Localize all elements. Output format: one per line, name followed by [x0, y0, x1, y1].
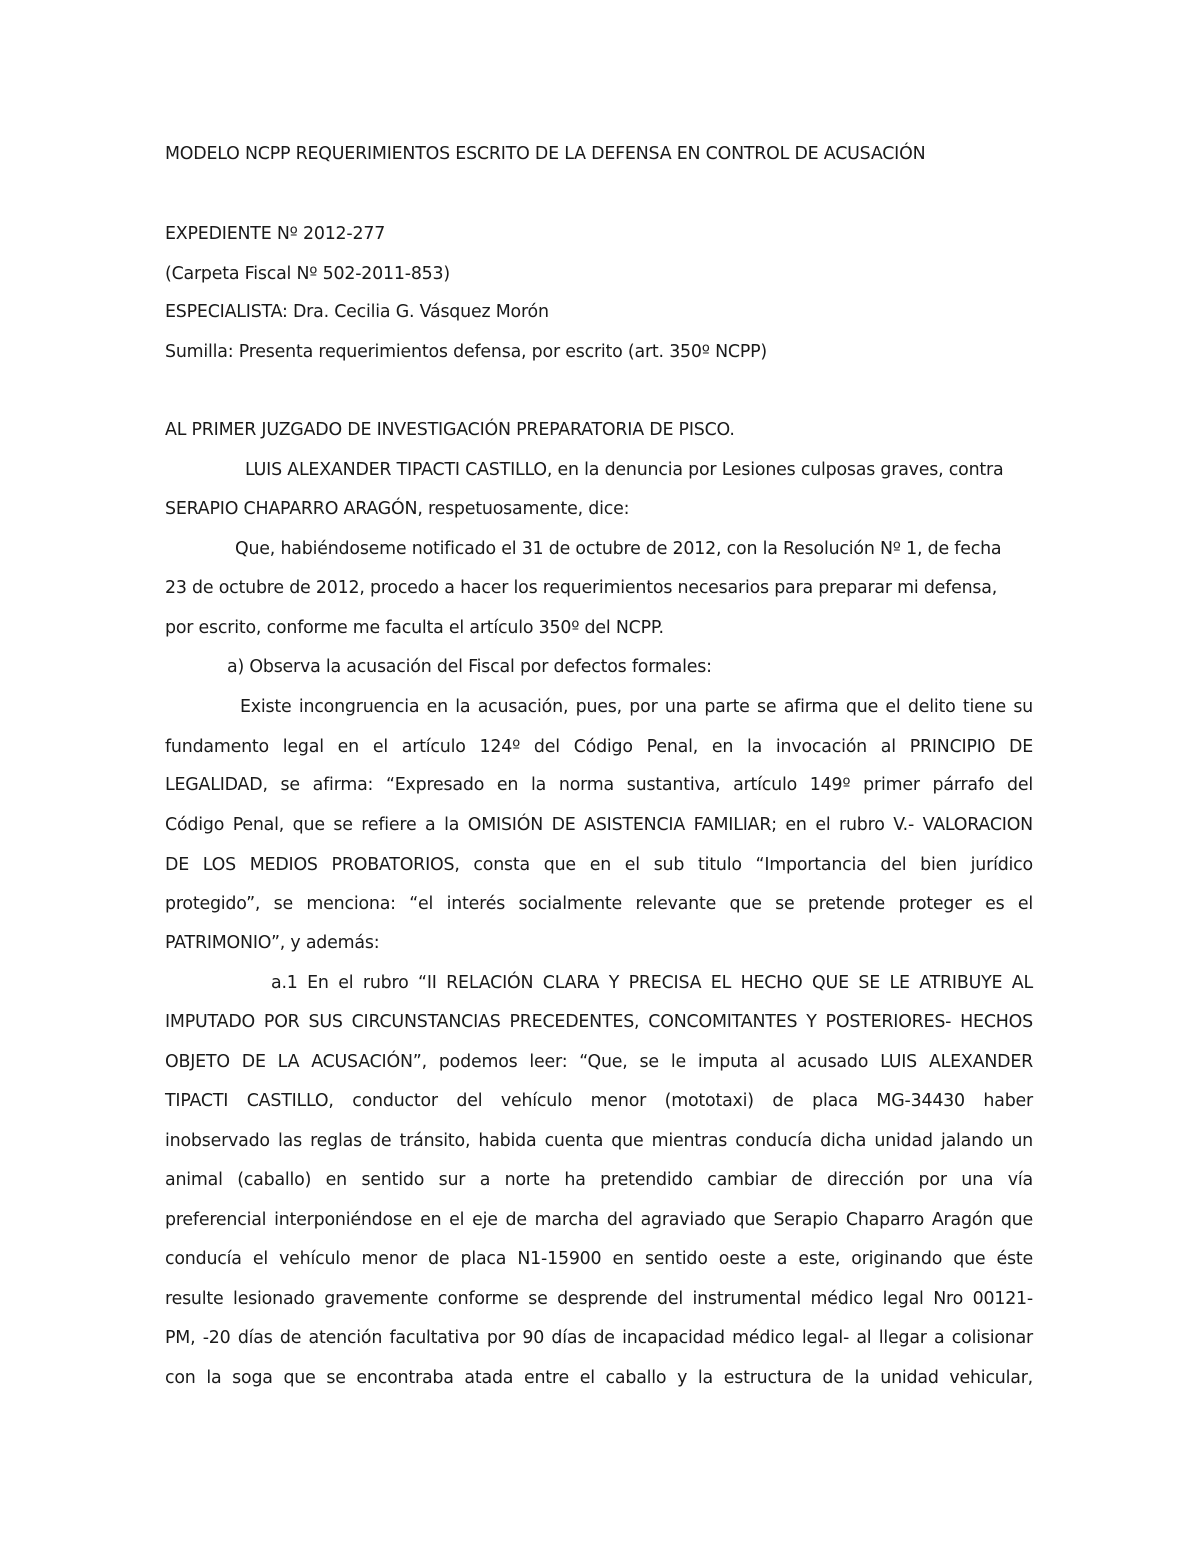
- body-line: conducía el vehículo menor de placa N1-15900 en sentido oeste a este, originando que éste: [165, 1249, 1033, 1269]
- addressee-line: AL PRIMER JUZGADO DE INVESTIGACIÓN PREPARATORIA DE PISCO.: [165, 420, 735, 440]
- body-line: a.1 En el rubro “II RELACIÓN CLARA Y PRECISA EL HECHO QUE SE LE ATRIBUYE AL: [271, 973, 1033, 993]
- body-line: LUIS ALEXANDER TIPACTI CASTILLO, en la denuncia por Lesiones culposas graves, contra: [245, 460, 1004, 480]
- body-line: TIPACTI CASTILLO, conductor del vehículo menor (mototaxi) de placa MG-34430 haber: [165, 1091, 1033, 1111]
- body-line: Existe incongruencia en la acusación, pues, por una parte se afirma que el delito tiene su: [240, 697, 1033, 717]
- body-line: PM, -20 días de atención facultativa por 90 días de incapacidad médico legal- al llegar a colisionar: [165, 1328, 1033, 1348]
- body-line: por escrito, conforme me faculta el artículo 350º del NCPP.: [165, 618, 664, 638]
- body-line: SERAPIO CHAPARRO ARAGÓN, respetuosamente, dice:: [165, 499, 630, 519]
- body-line: inobservado las reglas de tránsito, habida cuenta que mientras conducía dicha unidad jalando un: [165, 1131, 1033, 1151]
- body-line: resulte lesionado gravemente conforme se desprende del instrumental médico legal Nro 00121-: [165, 1289, 1033, 1309]
- carpeta-line: (Carpeta Fiscal Nº 502-2011-853): [165, 264, 450, 284]
- body-line: animal (caballo) en sentido sur a norte ha pretendido cambiar de dirección por una vía: [165, 1170, 1033, 1190]
- section-heading-a: a) Observa la acusación del Fiscal por defectos formales:: [227, 657, 712, 677]
- body-line: LEGALIDAD, se afirma: “Expresado en la norma sustantiva, artículo 149º primer párrafo del: [165, 775, 1033, 795]
- body-line: IMPUTADO POR SUS CIRCUNSTANCIAS PRECEDENTES, CONCOMITANTES Y POSTERIORES- HECHOS: [165, 1012, 1033, 1032]
- body-line: preferencial interponiéndose en el eje de marcha del agraviado que Serapio Chaparro Aragón que: [165, 1210, 1033, 1230]
- body-line: con la soga que se encontraba atada entre el caballo y la estructura de la unidad vehicular,: [165, 1368, 1033, 1388]
- body-line: Que, habiéndoseme notificado el 31 de octubre de 2012, con la Resolución Nº 1, de fecha: [235, 539, 1002, 559]
- expediente-line: EXPEDIENTE Nº 2012-277: [165, 224, 386, 244]
- body-line: fundamento legal en el artículo 124º del Código Penal, en la invocación al PRINCIPIO DE: [165, 737, 1033, 757]
- body-line: 23 de octubre de 2012, procedo a hacer los requerimientos necesarios para preparar mi defensa,: [165, 578, 998, 598]
- body-line: DE LOS MEDIOS PROBATORIOS, consta que en el sub titulo “Importancia del bien jurídico: [165, 855, 1033, 875]
- document-title: MODELO NCPP REQUERIMIENTOS ESCRITO DE LA DEFENSA EN CONTROL DE ACUSACIÓN: [165, 144, 926, 164]
- body-line: Código Penal, que se refiere a la OMISIÓN DE ASISTENCIA FAMILIAR; en el rubro V.- VALORACION: [165, 815, 1033, 835]
- body-line: PATRIMONIO”, y además:: [165, 933, 380, 953]
- sumilla-line: Sumilla: Presenta requerimientos defensa, por escrito (art. 350º NCPP): [165, 342, 768, 362]
- body-line: OBJETO DE LA ACUSACIÓN”, podemos leer: “Que, se le imputa al acusado LUIS ALEXANDER: [165, 1052, 1033, 1072]
- especialista-line: ESPECIALISTA: Dra. Cecilia G. Vásquez Morón: [165, 302, 549, 322]
- body-line: protegido”, se menciona: “el interés socialmente relevante que se pretende proteger es el: [165, 894, 1033, 914]
